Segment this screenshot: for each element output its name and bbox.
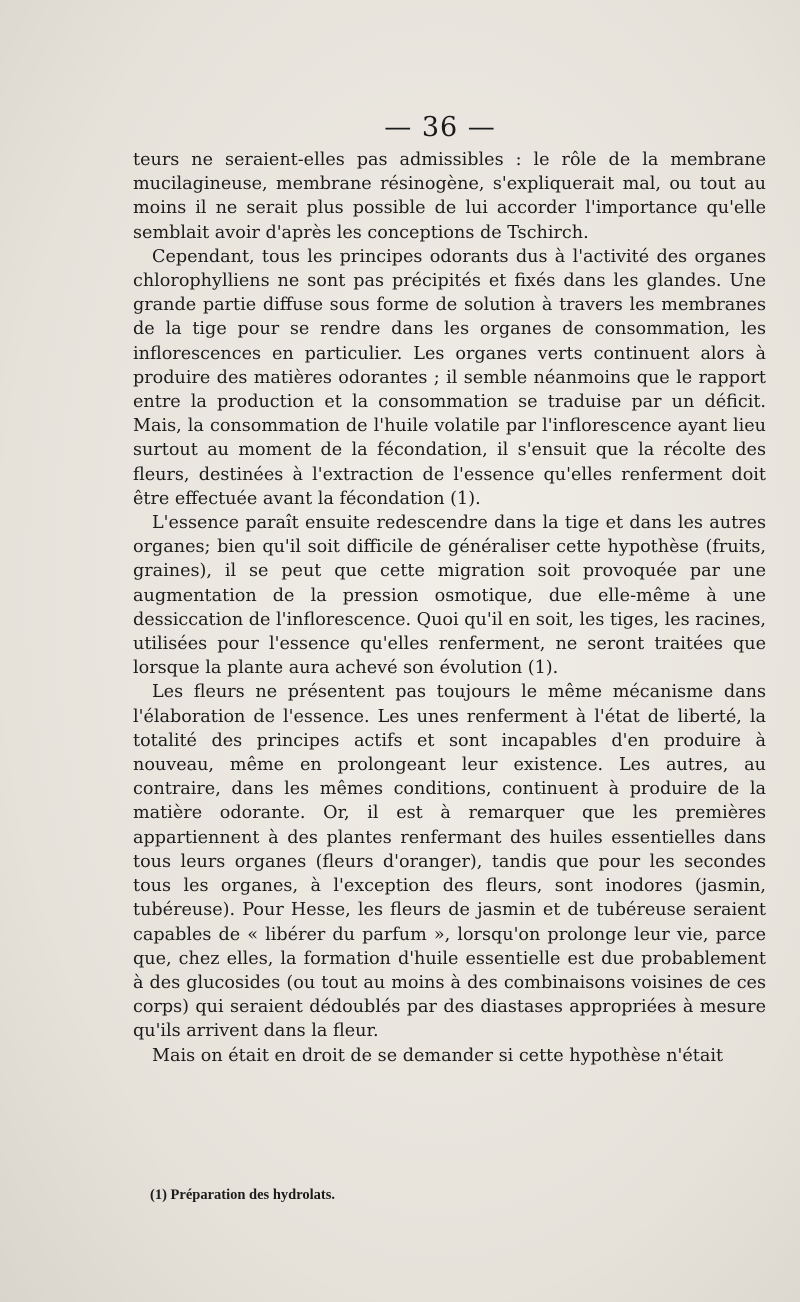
footnote: (1) Préparation des hydrolats.	[150, 1187, 336, 1203]
body-text	[133, 148, 766, 1068]
paragraph-2: Cependant, tous les principes odorants dus à l'activité des organes chlorophylliens ne sont pas précipités et fixés dans les glandes. Une grande partie diffuse sous forme de solution à travers les membranes de la tige pour se rendre dans les organes de consommation, les inflorescences en particulier. Les organes verts continuent alors à produire des matières odorantes ; il semble néanmoins que le rapport entre la production et la consommation se traduise par un déficit. Mais, la consommation de l'huile volatile par l'inflorescence ayant lieu surtout au moment de la fécondation, il s'ensuit que la récolte des fleurs, destinées à l'extraction de l'essence qu'elles renferment doit être effectuée avant la fécondation (1).	[133, 246, 766, 509]
paragraph-3: L'essence paraît ensuite redescendre dans la tige et dans les autres organes; bien qu'il soit difficile de généraliser cette hypothèse (fruits, graines), il se peut que cette migration soit provoquée par une augmentation de la pression osmotique, due elle-même à une dessiccation de l'inflorescence. Quoi qu'il en soit, les tiges, les racines, utilisées pour l'essence qu'elles renferment, ne seront traitées que lorsque la plante aura achevé son évolution (1).	[133, 513, 767, 679]
paragraph-4: Les fleurs ne présentent pas toujours le même mécanisme dans l'élaboration de l'essence. Les unes renferment à l'état de liberté, la totalité des principes actifs et sont incapables d'en produire à nouveau, même en prolongeant leur existence. Les autres, au contraire, dans les mêmes conditions, continuent à produire de la matière odorante. Or, il est à remarquer que les premières appartiennent à des plantes renfermant des huiles essentielles dans tous leurs organes (fleurs d'oranger), tandis que pour les secondes tous les organes, à l'exception des fleurs, sont inodores (jasmin, tubéreuse). Pour Hesse, les fleurs de jasmin et de tubéreuse seraient capables de « libérer du parfum », lorsqu'on prolonge leur vie, parce que, chez elles, la formation d'huile essentielle est due probablement à des glucosides (ou tout au moins à des combinaisons voisines de ces corps) qui seraient dédoublés par des diastases appropriées à mesure qu'ils arrivent dans la fleur.	[133, 682, 766, 1042]
page-number: — 36 —	[384, 112, 496, 143]
paragraph-5: Mais on était en droit de se demander si cette hypothèse n'était	[152, 1045, 724, 1066]
paragraph-1: teurs ne seraient-elles pas admissibles : le rôle de la membrane mucilagineuse, membrane résinogène, s'expliquerait mal, ou tout au moins il ne serait plus possible de lui accorder l'importance qu'elle semblait avoir d'après les conceptions de Tschirch.	[133, 150, 766, 243]
